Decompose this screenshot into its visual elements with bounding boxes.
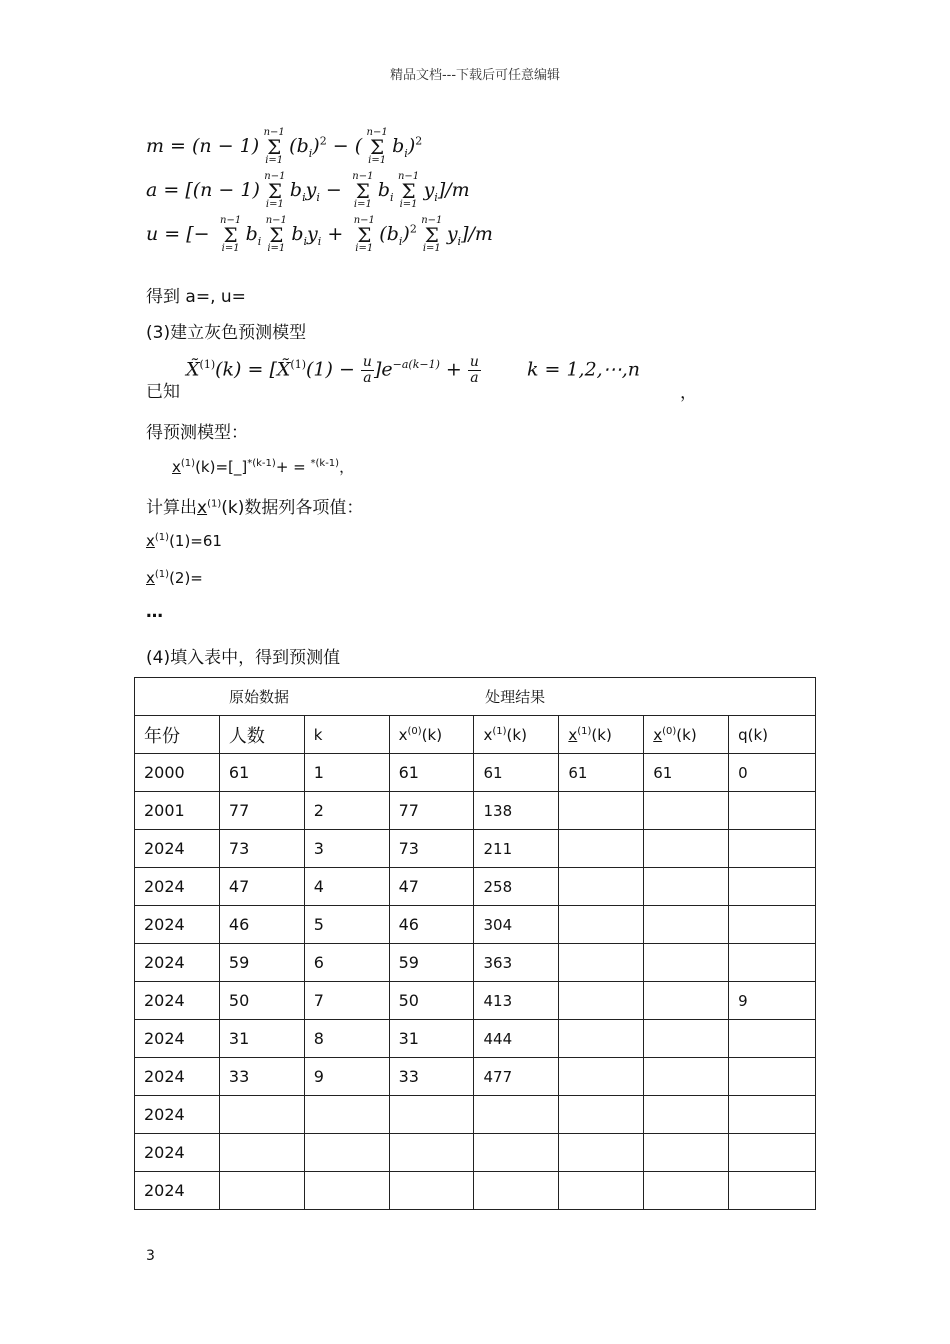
- step-4-heading: (4)填入表中，得到预测值: [146, 648, 341, 668]
- table-cell: 138: [474, 792, 559, 830]
- page-number: 3: [146, 1248, 155, 1264]
- step-3-heading: (3)建立灰色预测模型: [146, 323, 307, 343]
- table-row: [135, 1058, 816, 1096]
- table-cell: [304, 1172, 389, 1210]
- table-cell: [644, 830, 729, 868]
- compute-line: 计算出$x^{(1)}(k)$数据列各项值：: [146, 498, 364, 518]
- table-cell: [389, 1172, 474, 1210]
- header-x0: $x^{(0)}(k)$: [389, 716, 474, 754]
- group-processed: 处理结果: [389, 678, 815, 716]
- table-cell: 61: [219, 754, 304, 792]
- page-header: 精品文档---下载后可任意编辑: [389, 68, 561, 83]
- table-cell: [559, 1096, 644, 1134]
- table-cell: [389, 1096, 474, 1134]
- formula-a: a = [(n − 1) n−1 Σ i=1 $b_iy_i$ − n−1 Σ i=1 $b_i$ n−1 Σ i=1 $y_i]/m$: [146, 171, 470, 210]
- table-cell: 2024: [135, 1096, 220, 1134]
- table-cell: 0: [729, 754, 816, 792]
- table-cell: 73: [389, 830, 474, 868]
- table-cell: [474, 1134, 559, 1172]
- table-cell: [474, 1172, 559, 1210]
- table-cell: 2024: [135, 906, 220, 944]
- table-row: [135, 792, 816, 830]
- table-cell: 211: [474, 830, 559, 868]
- table-cell: 2024: [135, 830, 220, 868]
- table-cell: [474, 1096, 559, 1134]
- result-line: 得到 a=, u=: [146, 287, 246, 307]
- x1-2-value: $x^{(1)}(2)=$: [146, 569, 203, 587]
- table-cell: 9: [729, 982, 816, 1020]
- table-cell: [559, 1134, 644, 1172]
- table-cell: [559, 1172, 644, 1210]
- ellipsis: …: [146, 602, 163, 622]
- table-cell: [644, 1058, 729, 1096]
- table-cell: 363: [474, 944, 559, 982]
- table-cell: [644, 982, 729, 1020]
- table-cell: 2001: [135, 792, 220, 830]
- known-formula: X̃$^{(1)}$(k) = [X̃$^{(1)}$(1) − $\frac{u}{a}$ ]$e^{-a(k-1)}$ + $\frac{u}{a}$ k = 1,2,⋯,n: [186, 354, 640, 386]
- table-cell: 2000: [135, 754, 220, 792]
- table-row: [135, 1020, 816, 1058]
- table-cell: [389, 1134, 474, 1172]
- table-cell: [219, 1172, 304, 1210]
- table-cell: [729, 1020, 816, 1058]
- header-x1-pred: $x^{(1)}(k)$: [559, 716, 644, 754]
- table-cell: 2024: [135, 1058, 220, 1096]
- table-cell: 61: [644, 754, 729, 792]
- table-cell: 61: [559, 754, 644, 792]
- table-cell: 258: [474, 868, 559, 906]
- table-row: [135, 754, 816, 792]
- table-row: [135, 906, 816, 944]
- header-q: q(k): [729, 716, 816, 754]
- table-cell: [729, 1058, 816, 1096]
- table-cell: 31: [389, 1020, 474, 1058]
- prediction-table: [134, 677, 816, 1210]
- table-cell: [644, 792, 729, 830]
- table-cell: 2024: [135, 944, 220, 982]
- table-cell: [644, 1172, 729, 1210]
- table-row: [135, 1096, 816, 1134]
- table-cell: [644, 868, 729, 906]
- table-cell: [559, 868, 644, 906]
- table-cell: 46: [219, 906, 304, 944]
- table-cell: 2024: [135, 868, 220, 906]
- table-group-header-row: [135, 678, 816, 716]
- table-cell: 77: [219, 792, 304, 830]
- table-cell: [644, 1020, 729, 1058]
- table-cell: 2024: [135, 982, 220, 1020]
- table-cell: 77: [389, 792, 474, 830]
- table-cell: [729, 1134, 816, 1172]
- table-cell: 50: [389, 982, 474, 1020]
- table-cell: 7: [304, 982, 389, 1020]
- formula-u: u = [− n−1 Σ i=1 $b_i$ n−1 Σ i=1 $b_iy_i$ + n−1 Σ i=1 $(b_i)^2$ n−1 Σ i=1 $y_i]/m$: [146, 215, 493, 254]
- header-year: 年份: [135, 716, 220, 754]
- table-cell: [644, 944, 729, 982]
- table-cell: [644, 906, 729, 944]
- table-cell: [559, 982, 644, 1020]
- table-cell: [729, 1172, 816, 1210]
- table-row: [135, 868, 816, 906]
- table-cell: [559, 1020, 644, 1058]
- sum-bottom: i=1: [265, 155, 284, 166]
- table-cell: 33: [219, 1058, 304, 1096]
- known-label: 已知: [146, 382, 180, 402]
- table-cell: 73: [219, 830, 304, 868]
- table-cell: 3: [304, 830, 389, 868]
- table-cell: 50: [219, 982, 304, 1020]
- table-cell: 5: [304, 906, 389, 944]
- get-model-label: 得预测模型：: [146, 423, 248, 443]
- table-header-row: [135, 716, 816, 754]
- table-cell: 304: [474, 906, 559, 944]
- table-cell: 61: [389, 754, 474, 792]
- table-cell: 6: [304, 944, 389, 982]
- sum-top: n−1: [263, 127, 285, 138]
- table-cell: [729, 792, 816, 830]
- table-cell: 47: [219, 868, 304, 906]
- formula-m: m = (n − 1) n−1 Σ i=1 $(b_i)^2$ − ( n−1 Σ i=1 $b_i)^2$: [146, 127, 423, 166]
- table-cell: 9: [304, 1058, 389, 1096]
- table-cell: [559, 1058, 644, 1096]
- x1-1-value: $x^{(1)}(1)=61$: [146, 532, 222, 550]
- table-cell: 59: [389, 944, 474, 982]
- table-cell: 59: [219, 944, 304, 982]
- table-row: [135, 830, 816, 868]
- table-cell: 2024: [135, 1172, 220, 1210]
- table-cell: 2024: [135, 1134, 220, 1172]
- table-cell: [729, 944, 816, 982]
- table-cell: 477: [474, 1058, 559, 1096]
- table-cell: 61: [474, 754, 559, 792]
- table-cell: [559, 906, 644, 944]
- table-cell: [729, 868, 816, 906]
- table-cell: 46: [389, 906, 474, 944]
- header-k: k: [304, 716, 389, 754]
- table-cell: 2024: [135, 1020, 220, 1058]
- table-cell: [644, 1134, 729, 1172]
- table-cell: [304, 1134, 389, 1172]
- table-cell: [729, 906, 816, 944]
- table-row: [135, 944, 816, 982]
- known-range: k = 1,2,⋯,n: [526, 358, 640, 381]
- table-cell: 444: [474, 1020, 559, 1058]
- table-cell: 2: [304, 792, 389, 830]
- header-count: 人数: [219, 716, 304, 754]
- table-row: [135, 982, 816, 1020]
- known-comma: ，: [680, 383, 697, 403]
- table-row: [135, 1134, 816, 1172]
- table-cell: [559, 792, 644, 830]
- table-cell: 8: [304, 1020, 389, 1058]
- table-cell: 47: [389, 868, 474, 906]
- table-cell: [559, 830, 644, 868]
- table-cell: 4: [304, 868, 389, 906]
- table-cell: [729, 830, 816, 868]
- table-cell: 1: [304, 754, 389, 792]
- table-cell: [304, 1096, 389, 1134]
- table-cell: [219, 1096, 304, 1134]
- table-cell: 33: [389, 1058, 474, 1096]
- header-x0-pred: $x^{(0)}(k)$: [644, 716, 729, 754]
- table-cell: [559, 944, 644, 982]
- table-cell: [644, 1096, 729, 1134]
- group-original: 原始数据: [135, 678, 390, 716]
- table-cell: 413: [474, 982, 559, 1020]
- header-x1: $x^{(1)}(k)$: [474, 716, 559, 754]
- model-line: $x^{(1)}(k)=[\_]^{*(k-1)}+ = ^{*(k-1)}$，: [172, 458, 355, 476]
- table-cell: 31: [219, 1020, 304, 1058]
- table-cell: [729, 1096, 816, 1134]
- table-cell: [219, 1134, 304, 1172]
- table-row: [135, 1172, 816, 1210]
